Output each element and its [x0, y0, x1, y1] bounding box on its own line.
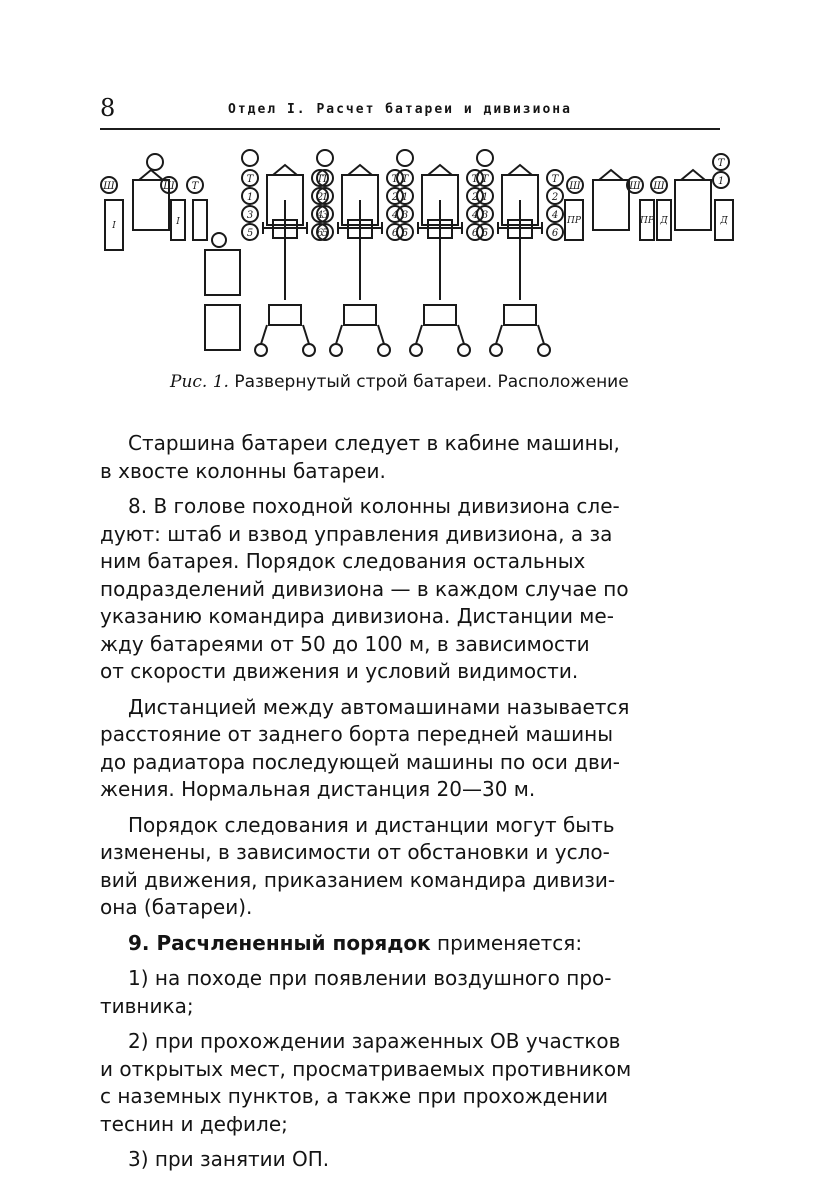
crew-2-label: 2 — [391, 192, 399, 203]
d-label: Д — [720, 216, 728, 226]
crew-1-label: 1 — [246, 192, 254, 203]
running-head: Отдел I. Расчет батареи и дивизиона — [228, 102, 572, 117]
paragraph-line: указанию командира дивизиона. Дистанции ме- — [100, 604, 614, 628]
crew-2-label: 2 — [471, 192, 479, 203]
paragraph-line: подразделений дивизиона — в каждом случае по — [100, 576, 629, 601]
howitzer-4-leg-r — [538, 325, 544, 344]
paragraph-line: изменены, в зависимости от обстановки и усло- — [100, 840, 610, 864]
crew-sh-label: Ш — [629, 181, 641, 192]
paragraph-line: ним батарея. Порядок следования остальных — [100, 549, 586, 573]
crew-1-label: 1 — [717, 176, 725, 187]
howitzer-3-trail-r — [458, 344, 470, 356]
crew-t-label: Т — [316, 174, 324, 185]
truck-right-1-cab — [599, 170, 623, 180]
crew-t-label: Т — [717, 158, 725, 169]
crew-3-label: 3 — [481, 210, 489, 221]
limber-marker — [212, 233, 226, 247]
howitzer-1-trail-l — [255, 344, 267, 356]
battery-formation-figure — [95, 140, 745, 370]
paragraph-line: дуют: штаб и взвод управления дивизиона, а за — [100, 521, 613, 546]
howitzer-4-carriage — [504, 305, 536, 325]
gun-tractor-3-cab — [428, 165, 452, 175]
crew-sh-label: Ш — [103, 181, 115, 192]
howitzer-3-carriage — [424, 305, 456, 325]
crew-t-label: Т — [191, 181, 199, 192]
caption-label: Рис. 1. — [170, 372, 229, 392]
crew-sh-label: Ш — [653, 181, 665, 192]
howitzer-3-trail-l — [410, 344, 422, 356]
paragraph-line: она (батареи). — [100, 895, 253, 919]
crew-4-label: 4 — [316, 210, 324, 221]
truck-right-1 — [593, 180, 629, 230]
crew-1-label: 1 — [321, 192, 329, 203]
gun-tractor-2-cab — [348, 165, 372, 175]
paragraph-line: с наземных пунктов, а также при прохождении — [100, 1084, 608, 1108]
crew-sh-label: Ш — [163, 181, 175, 192]
paragraph-line: 8. В голове походной колонны дивизиона сле- — [128, 494, 620, 518]
caption-text: Развернутый строй батареи. Расположение — [234, 372, 629, 392]
crew-3-label: 3 — [401, 210, 409, 221]
pr-label: ПР — [640, 216, 654, 226]
commander-marker — [477, 150, 493, 166]
commander-marker — [397, 150, 413, 166]
howitzer-3-leg-l — [416, 325, 422, 344]
section-term: 9. Расчлененный порядок — [128, 930, 431, 955]
crew-6-label: 6 — [391, 228, 399, 239]
paragraph-line: Старшина батареи следует в кабине машины, — [128, 431, 620, 455]
howitzer-1-carriage — [269, 305, 301, 325]
crew-marker — [147, 154, 163, 170]
paragraph-line: тивника; — [100, 993, 194, 1018]
crew-4-label: 4 — [471, 210, 479, 221]
paragraph-line: 3) при занятии ОП. — [128, 1147, 330, 1171]
howitzer-4-leg-l — [496, 325, 502, 344]
howitzer-4-trail-r — [538, 344, 550, 356]
pr-label: ПР — [567, 216, 581, 226]
page-number: 8 — [100, 94, 116, 122]
crew-5-label: 5 — [401, 228, 409, 239]
paragraph-line: до радиатора последующей машины по оси дви- — [100, 749, 620, 774]
paragraph-line: вий движения, приказанием командира дивизи- — [100, 867, 616, 892]
crew-t-label: Т — [391, 174, 399, 185]
crew-3-label: 3 — [246, 210, 254, 221]
crew-t-label: Т — [401, 174, 409, 185]
formation-diagram — [95, 140, 745, 370]
crew-5-label: 5 — [481, 228, 489, 239]
d-label: Д — [660, 216, 668, 226]
truck-right-2 — [675, 180, 711, 230]
paragraph-line: 2) при прохождении зараженных ОВ участков — [128, 1029, 621, 1053]
crew-5-label: 5 — [246, 228, 254, 239]
crew-4-label: 4 — [391, 210, 399, 221]
crew-1-label: 1 — [401, 192, 409, 203]
crew-t-label: Т — [551, 174, 559, 185]
crew-t-label: Т — [481, 174, 489, 185]
paragraph-line: жду батареями от 50 до 100 м, в зависимости — [100, 631, 590, 656]
crew-2-label: 2 — [316, 192, 324, 203]
howitzer-2-leg-l — [336, 325, 342, 344]
crew-t-label: Т — [246, 174, 254, 185]
howitzer-2-leg-r — [378, 325, 384, 344]
howitzer-3-leg-r — [458, 325, 464, 344]
body-text — [100, 430, 725, 1174]
crew-4-label: 4 — [551, 210, 559, 221]
paragraph-line: Порядок следования и дистанции могут быть — [128, 812, 615, 837]
howitzer-2-trail-l — [330, 344, 342, 356]
crew-3-label: 3 — [321, 210, 329, 221]
page-header — [100, 94, 720, 130]
howitzer-4-trail-l — [490, 344, 502, 356]
paragraph-line: 1) на походе при появлении воздушного про- — [128, 966, 612, 990]
section-term-rest: применяется: — [430, 930, 583, 955]
commander-marker — [242, 150, 258, 166]
crew-6-label: 6 — [316, 228, 324, 239]
crew-6-label: 6 — [471, 228, 479, 239]
paragraph-line: расстояние от заднего борта передней машины — [100, 722, 614, 746]
gun-tractor-4-cab — [508, 165, 532, 175]
paragraph-line: от скорости движения и условий видимости. — [100, 659, 579, 683]
howitzer-2-carriage — [344, 305, 376, 325]
howitzer-1-trail-r — [303, 344, 315, 356]
howitzer-1-leg-r — [303, 325, 309, 344]
paragraph-line: Дистанцией между автомашинами называется — [128, 694, 630, 719]
crew-t-label: Т — [471, 174, 479, 185]
figure-caption — [170, 372, 730, 392]
truck-right-2-cab — [681, 170, 705, 180]
howitzer-2-trail-r — [378, 344, 390, 356]
gun-tractor-1-cab — [273, 165, 297, 175]
paragraph-line: и открытых мест, просматриваемых противником — [100, 1056, 632, 1081]
paragraph-line — [100, 930, 725, 958]
truck-left-1-cab — [139, 170, 163, 180]
limber-1 — [205, 250, 240, 295]
paragraph-line: теснин и дефиле; — [100, 1111, 288, 1136]
howitzer-1-leg-l — [261, 325, 267, 344]
crew-t-label: Т — [321, 174, 329, 185]
roman-label: I — [176, 217, 180, 227]
paragraph-line: в хвосте колонны батареи. — [100, 458, 386, 483]
crew-6-label: 6 — [551, 228, 559, 239]
vehicle-small — [193, 200, 207, 240]
roman-label: I — [112, 221, 116, 231]
crew-2-label: 2 — [551, 192, 559, 203]
paragraph-line: жения. Нормальная дистанция 20—30 м. — [100, 777, 536, 801]
commander-marker — [317, 150, 333, 166]
crew-1-label: 1 — [481, 192, 489, 203]
crew-5-label: 5 — [321, 228, 329, 239]
limber-2 — [205, 305, 240, 350]
crew-sh-label: Ш — [569, 181, 581, 192]
